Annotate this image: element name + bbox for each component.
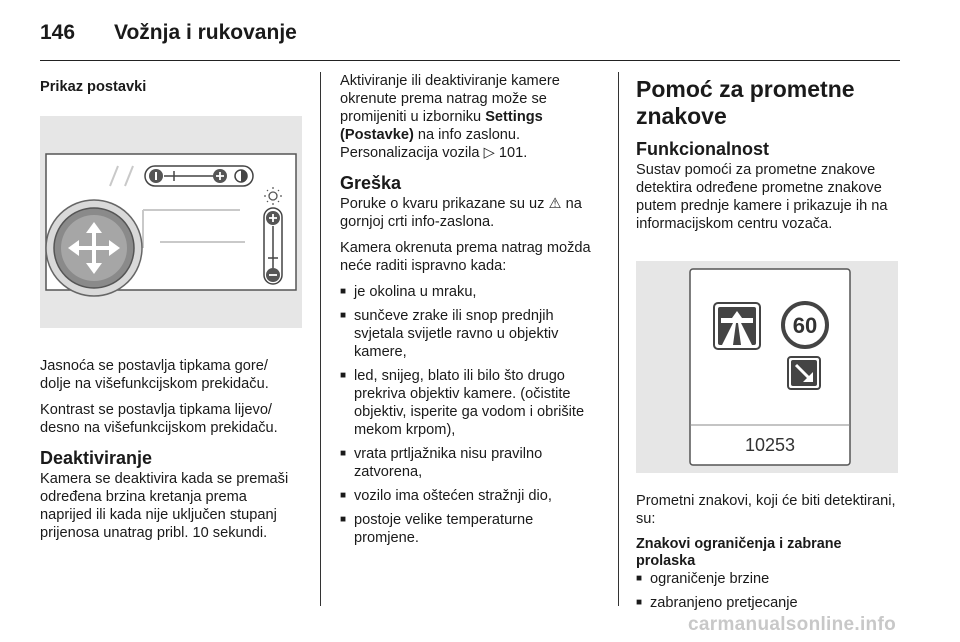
- section-title: Prikaz postavki: [40, 79, 147, 95]
- page-number: 146: [40, 21, 76, 44]
- subheading: Znakovi ograničenja i zabrane prolaska: [636, 536, 842, 569]
- section-heading: Greška: [340, 173, 402, 193]
- list-item: ■ je okolina u mraku,: [340, 284, 477, 300]
- paragraph: Poruke o kvaru prikazane su uz ⚠ na gornjoj crti info-zaslona.: [340, 196, 582, 230]
- odometer-reading: 10253: [744, 435, 796, 455]
- bullet-icon: ■: [636, 573, 643, 584]
- traffic-sign-display-illustration: [636, 261, 898, 473]
- paragraph: Jasnoća se postavlja tipkama gore/ dolje na višefunkcijskom prekidaču.: [40, 358, 269, 392]
- column-1: [40, 72, 302, 550]
- watermark: carmanualsonline.info: [688, 614, 896, 635]
- list-item: ■ vrata prtljažnika nisu pravilno zatvorena,: [340, 446, 543, 480]
- motorway-sign-icon: [714, 303, 760, 349]
- list-item: ■ led, snijeg, blato ili bilo što drugo prekriva objektiv kamere. (očistite objektiv, isperite ga vodom i obrišite mekom krpom),: [340, 368, 585, 438]
- section-heading: Funkcionalnost: [636, 139, 770, 159]
- column-divider: [618, 72, 619, 606]
- bullet-icon: ■: [340, 514, 347, 525]
- multifunction-switch-icon: [46, 200, 142, 296]
- speed-limit-value: 60: [792, 313, 818, 338]
- warning-triangle-icon: ⚠: [548, 196, 562, 212]
- bullet-icon: ■: [636, 597, 643, 608]
- paragraph: Kamera okrenuta prema natrag možda neće raditi ispravno kada:: [340, 240, 591, 274]
- speed-limit-sign-icon: [783, 303, 827, 347]
- column-3: [636, 72, 902, 618]
- bullet-icon: ■: [340, 370, 347, 381]
- bullet-icon: ■: [340, 286, 347, 297]
- list-item: ■ postoje velike temperaturne promjene.: [340, 512, 534, 546]
- paragraph: Sustav pomoći za prometne znakove detektira određene prometne znakove putem prednje kamere i prikazuje ih na informacijskom centru vozača.: [636, 162, 888, 232]
- page-reference-icon: ▷: [483, 145, 499, 161]
- brightness-contrast-slider-icon: [145, 166, 253, 186]
- list-item: ■ ograničenje brzine: [636, 571, 770, 587]
- column-2: [340, 72, 602, 553]
- list-item: ■ sunčeve zrake ili snop prednjih svjetala svijetle ravno u objektiv kamere,: [340, 308, 559, 360]
- section-title: Pomoć za prometne znakove: [636, 76, 855, 129]
- section-heading: Deaktiviranje: [40, 448, 153, 468]
- bullet-icon: ■: [340, 310, 347, 321]
- list-item: ■ zabranjeno pretjecanje: [636, 595, 798, 611]
- paragraph: Aktiviranje ili deaktiviranje kamere okrenute prema natrag može se promijeniti u izborniku Settings (Postavke) na info zaslonu. Personalizacija vozila ▷ 101.: [340, 73, 560, 161]
- list-item: ■ vozilo ima oštećen stražnji dio,: [340, 488, 552, 504]
- header-rule: [40, 60, 900, 61]
- chapter-title: Vožnja i rukovanje: [114, 21, 297, 44]
- paragraph: Kamera se deaktivira kada se premaši određena brzina kretanja prema naprijed ili kada nije uključen stupanj prijenosa unatrag pribl. 10 sekundi.: [40, 471, 289, 541]
- menu-name: Settings (Postavke): [340, 109, 543, 143]
- paragraph: Prometni znakovi, koji će biti detektirani, su:: [636, 493, 896, 527]
- paragraph: Kontrast se postavlja tipkama lijevo/ desno na višefunkcijskom prekidaču.: [40, 402, 278, 436]
- page-header: [40, 18, 297, 48]
- bullet-icon: ■: [340, 490, 347, 501]
- column-divider: [320, 72, 321, 606]
- bullet-icon: ■: [340, 448, 347, 459]
- arrow-sign-icon: [788, 357, 820, 389]
- camera-display-illustration: [40, 116, 302, 328]
